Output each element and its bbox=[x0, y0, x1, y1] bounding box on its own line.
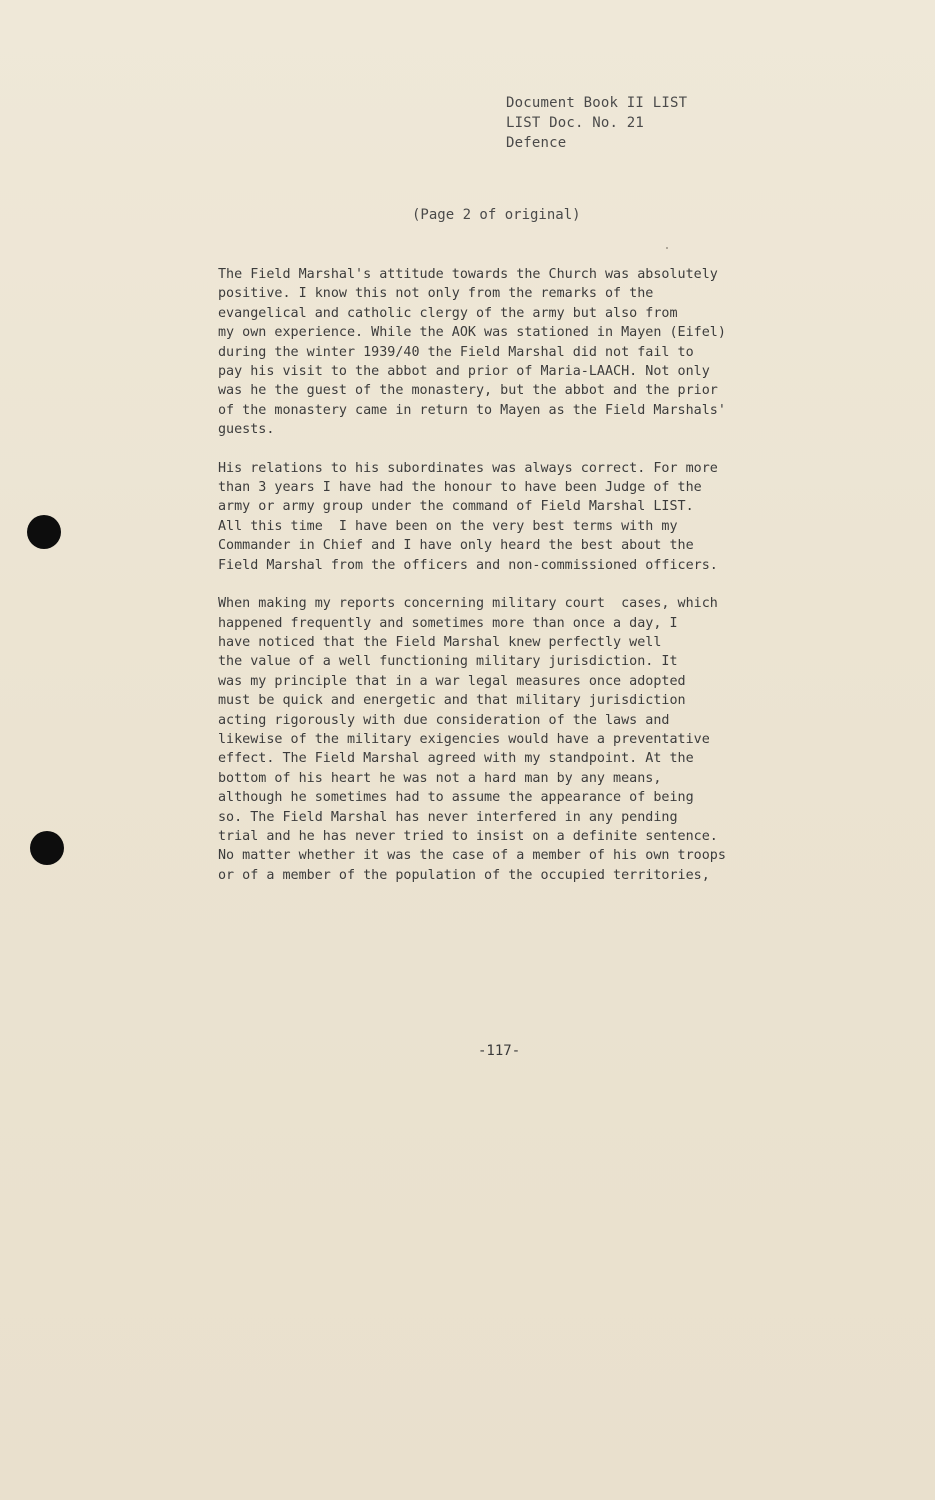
text-line: than 3 years I have had the honour to have been Judge of the bbox=[218, 480, 702, 496]
text-line: although he sometimes had to assume the appearance of being bbox=[218, 790, 694, 806]
text-line: likewise of the military exigencies would have a preventative bbox=[218, 731, 710, 747]
header-doc-number: LIST Doc. No. 21 bbox=[506, 115, 645, 131]
text-line: guests. bbox=[218, 422, 275, 438]
text-line: Commander in Chief and I have only heard the best about the bbox=[218, 538, 694, 554]
text-line: my own experience. While the AOK was stationed in Mayen (Eifel) bbox=[218, 325, 726, 341]
text-line: trial and he has never tried to insist on a definite sentence. bbox=[218, 828, 718, 844]
paragraph-subordinates bbox=[218, 459, 726, 575]
paper-speck bbox=[666, 247, 668, 249]
text-line: or of a member of the population of the occupied territories, bbox=[218, 867, 710, 883]
text-line: evangelical and catholic clergy of the army but also from bbox=[218, 305, 678, 321]
text-line: so. The Field Marshal has never interfered in any pending bbox=[218, 809, 678, 825]
text-line: the value of a well functioning military jurisdiction. It bbox=[218, 654, 678, 670]
text-line: Field Marshal from the officers and non-commissioned officers. bbox=[218, 557, 718, 573]
text-line: positive. I know this not only from the remarks of the bbox=[218, 286, 654, 302]
text-line: was my principle that in a war legal measures once adopted bbox=[218, 673, 686, 689]
text-line: bottom of his heart he was not a hard man by any means, bbox=[218, 770, 662, 786]
paragraph-church-attitude bbox=[218, 265, 726, 440]
text-line: All this time I have been on the very best terms with my bbox=[218, 518, 678, 534]
text-line: was he the guest of the monastery, but the abbot and the prior bbox=[218, 383, 718, 399]
text-line: His relations to his subordinates was always correct. For more bbox=[218, 460, 718, 476]
text-line: during the winter 1939/40 the Field Marshal did not fail to bbox=[218, 344, 694, 360]
text-line: pay his visit to the abbot and prior of Maria-LAACH. Not only bbox=[218, 364, 710, 380]
text-line: No matter whether it was the case of a member of his own troops bbox=[218, 848, 726, 864]
text-line: happened frequently and sometimes more than once a day, I bbox=[218, 615, 678, 631]
document-header bbox=[506, 93, 687, 153]
text-line: When making my reports concerning military court cases, which bbox=[218, 596, 718, 612]
text-line: effect. The Field Marshal agreed with my standpoint. At the bbox=[218, 751, 694, 767]
text-line: have noticed that the Field Marshal knew perfectly well bbox=[218, 634, 662, 650]
header-defence: Defence bbox=[506, 135, 567, 151]
punch-hole-lower bbox=[30, 831, 64, 865]
text-line: of the monastery came in return to Mayen as the Field Marshals' bbox=[218, 402, 726, 418]
document-body bbox=[218, 265, 726, 885]
header-document-book: Document Book II LIST bbox=[506, 95, 688, 111]
paragraph-military-jurisdiction bbox=[218, 594, 726, 885]
page-number: -117- bbox=[478, 1043, 521, 1059]
page-of-original-note: (Page 2 of original) bbox=[412, 207, 581, 223]
text-line: The Field Marshal's attitude towards the Church was absolutely bbox=[218, 267, 718, 282]
text-line: army or army group under the command of Field Marshal LIST. bbox=[218, 499, 694, 515]
text-line: must be quick and energetic and that military jurisdiction bbox=[218, 693, 686, 709]
text-line: acting rigorously with due consideration of the laws and bbox=[218, 712, 670, 728]
punch-hole-upper bbox=[27, 515, 61, 549]
